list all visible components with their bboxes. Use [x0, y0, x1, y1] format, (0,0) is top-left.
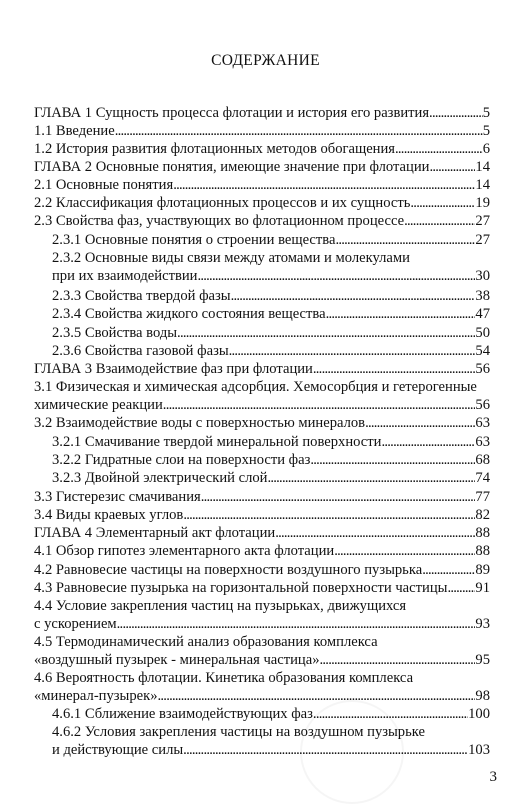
toc-entry-text: 1.2 История развития флотационных методов обогащения	[34, 141, 396, 157]
toc-page-number: 98	[475, 688, 490, 704]
toc-entry-text: 2.3.3 Свойства твердой фазы	[52, 288, 231, 304]
toc-entry[interactable]	[52, 469, 490, 487]
toc-leader-dots	[163, 396, 476, 414]
toc-page-number: 93	[475, 616, 490, 632]
toc-entry-text: «воздушный пузырек - минеральная частица»	[34, 652, 320, 668]
toc-entry-text: 2.3.5 Свойства воды	[52, 325, 178, 341]
toc-entry[interactable]	[52, 287, 490, 305]
toc-leader-dots	[310, 451, 475, 469]
page-number: 3	[489, 769, 497, 785]
toc-entry-text: при их взаимодействии	[52, 268, 198, 284]
toc-entry[interactable]	[52, 305, 490, 323]
toc-entry-text: ГЛАВА 1 Сущность процесса флотации и история его развития	[34, 105, 430, 121]
toc-entry-text: 4.3 Равновесие пузырька на горизонтальной поверхности частицы	[34, 580, 448, 596]
toc-entry-text: 3.1 Физическая и химическая адсорбция. Хемосорбция и гетерогенные	[34, 379, 477, 395]
toc-entry-text: 2.3.2 Основные виды связи между атомами и молекулами	[52, 250, 410, 266]
toc-entry-text: 4.5 Термодинамический анализ образования комплекса	[34, 634, 378, 650]
toc-entry[interactable]	[34, 633, 490, 669]
toc-page-number: 88	[475, 525, 490, 541]
toc-page-number: 5	[482, 105, 490, 121]
toc-page-number: 5	[482, 123, 490, 139]
toc-page-number: 27	[475, 213, 490, 229]
toc-entry-text: 4.2 Равновесие частицы на поверхности воздушного пузырька	[34, 562, 423, 578]
toc-entry-text: 3.2 Взаимодействие воды с поверхностью минералов	[34, 415, 366, 431]
toc-entry[interactable]	[52, 705, 490, 723]
toc-leader-dots	[267, 469, 475, 487]
toc-page-number: 63	[475, 434, 490, 450]
toc-page-number: 19	[475, 195, 490, 211]
toc-entry[interactable]	[34, 140, 490, 158]
toc-page-number: 47	[475, 306, 490, 322]
toc-page-number: 82	[475, 507, 490, 523]
toc-entry[interactable]	[34, 414, 490, 432]
toc-entry-text: ГЛАВА 2 Основные понятия, имеющие значение при флотации	[34, 159, 430, 175]
toc-entry[interactable]	[34, 488, 490, 506]
toc-leader-dots	[429, 104, 483, 122]
toc-page-number: 68	[475, 452, 490, 468]
toc-entry[interactable]	[34, 212, 490, 230]
toc-leader-dots	[115, 122, 483, 140]
toc-entry[interactable]	[34, 104, 490, 122]
toc-leader-dots	[326, 305, 476, 323]
toc-entry-text: 2.3.6 Свойства газовой фазы	[52, 343, 229, 359]
toc-entry-text: 3.2.1 Смачивание твердой минеральной поверхности	[52, 434, 382, 450]
toc-entry-text: ГЛАВА 4 Элементарный акт флотации	[34, 525, 276, 541]
toc-entry[interactable]	[34, 158, 490, 176]
toc-leader-dots	[422, 561, 475, 579]
toc-entry-text: 4.1 Обзор гипотез элементарного акта флотации	[34, 543, 335, 559]
toc-entry-text: и действующие силы	[52, 742, 184, 758]
toc-entry[interactable]	[52, 342, 490, 360]
toc-leader-dots	[275, 524, 475, 542]
toc-page-number: 95	[475, 652, 490, 668]
toc-entry[interactable]	[52, 433, 490, 451]
toc-leader-dots	[158, 687, 476, 705]
toc-leader-dots	[335, 231, 475, 249]
toc-entry[interactable]	[34, 669, 490, 705]
toc-leader-dots	[201, 488, 476, 506]
toc-entry-text: 2.2 Классификация флотационных процессов и их сущность	[34, 195, 411, 211]
toc-entry[interactable]	[52, 324, 490, 342]
toc-page-number: 74	[475, 470, 490, 486]
toc-entry[interactable]	[34, 524, 490, 542]
toc-entry-text: с ускорением	[34, 616, 117, 632]
toc-page-number: 56	[475, 397, 490, 413]
toc-entry-text: 3.3 Гистерезис смачивания	[34, 489, 201, 505]
toc-page-number: 27	[475, 232, 490, 248]
toc-entry[interactable]	[34, 506, 490, 524]
toc-entry[interactable]	[34, 360, 490, 378]
toc-entry-text: 2.1 Основные понятия	[34, 177, 174, 193]
toc-entry-text: 4.6.2 Условия закрепления частицы на воздушном пузырьке	[52, 724, 425, 740]
toc-page-number: 14	[475, 159, 490, 175]
toc-entry-text: 3.2.2 Гидратные слои на поверхности фаз	[52, 452, 311, 468]
toc-leader-dots	[183, 506, 475, 524]
toc-leader-dots	[447, 579, 475, 597]
toc-page-number: 14	[475, 177, 490, 193]
toc-entry-text: 1.1 Введение	[34, 123, 115, 139]
toc-page-number: 100	[468, 706, 490, 722]
toc-leader-dots	[117, 615, 476, 633]
toc-entry-text: 4.6.1 Сближение взаимодействующих фаз	[52, 706, 313, 722]
toc-leader-dots	[229, 342, 476, 360]
toc-leader-dots	[404, 212, 475, 230]
toc-entry-text: 3.2.3 Двойной электрический слой	[52, 470, 268, 486]
toc-leader-dots	[231, 287, 476, 305]
toc-leader-dots	[177, 324, 475, 342]
toc-page-number: 77	[475, 489, 490, 505]
toc-leader-dots	[381, 433, 475, 451]
toc-entry[interactable]	[34, 579, 490, 597]
toc-entry-text: 2.3.1 Основные понятия о строении вещества	[52, 232, 336, 248]
toc-entry-text: 2.3 Свойства фаз, участвующих во флотационном процессе	[34, 213, 405, 229]
toc-entry[interactable]	[34, 561, 490, 579]
page-title: СОДЕРЖАНИЕ	[211, 52, 320, 69]
toc-entry[interactable]	[52, 451, 490, 469]
toc-entry[interactable]	[34, 597, 490, 633]
toc-entry-text: ГЛАВА 3 Взаимодействие фаз при флотации	[34, 361, 313, 377]
toc-leader-dots	[365, 414, 475, 432]
toc-page-number: 89	[475, 562, 490, 578]
toc-leader-dots	[410, 194, 475, 212]
toc-page-number: 91	[475, 580, 490, 596]
faint-stamp-mark	[300, 700, 404, 804]
toc-leader-dots	[395, 140, 483, 158]
toc-entry[interactable]	[34, 122, 490, 140]
toc-entry-text: 4.4 Условие закрепления частиц на пузырьках, движущихся	[34, 598, 407, 614]
toc-page-number: 63	[475, 415, 490, 431]
toc-leader-dots	[334, 542, 475, 560]
toc-entry[interactable]	[34, 194, 490, 212]
toc-page-number: 54	[475, 343, 490, 359]
toc-leader-dots	[429, 158, 475, 176]
toc-entry[interactable]	[34, 378, 490, 414]
toc-entry[interactable]	[52, 231, 490, 249]
toc-entry-text: 3.4 Виды краевых углов	[34, 507, 184, 523]
toc-entry[interactable]	[52, 249, 490, 285]
toc-page-number: 88	[475, 543, 490, 559]
toc-entry[interactable]	[52, 723, 490, 759]
toc-leader-dots	[173, 176, 475, 194]
toc-leader-dots	[313, 360, 476, 378]
toc-page-number: 6	[482, 141, 490, 157]
toc-entry-text: химические реакции	[34, 397, 163, 413]
toc-entry[interactable]	[34, 542, 490, 560]
toc-entry-text: 2.3.4 Свойства жидкого состояния вещества	[52, 306, 326, 322]
toc-page-number: 103	[468, 742, 490, 758]
toc-page-number: 38	[475, 288, 490, 304]
toc-leader-dots	[320, 651, 476, 669]
toc-page-number: 50	[475, 325, 490, 341]
toc-entry-text: «минерал-пузырек»	[34, 688, 158, 704]
toc-entry-text: 4.6 Вероятность флотации. Кинетика образования комплекса	[34, 670, 414, 686]
toc-page-number: 30	[475, 268, 490, 284]
toc-entry[interactable]	[34, 176, 490, 194]
toc-leader-dots	[197, 267, 475, 285]
toc-page-number: 56	[475, 361, 490, 377]
